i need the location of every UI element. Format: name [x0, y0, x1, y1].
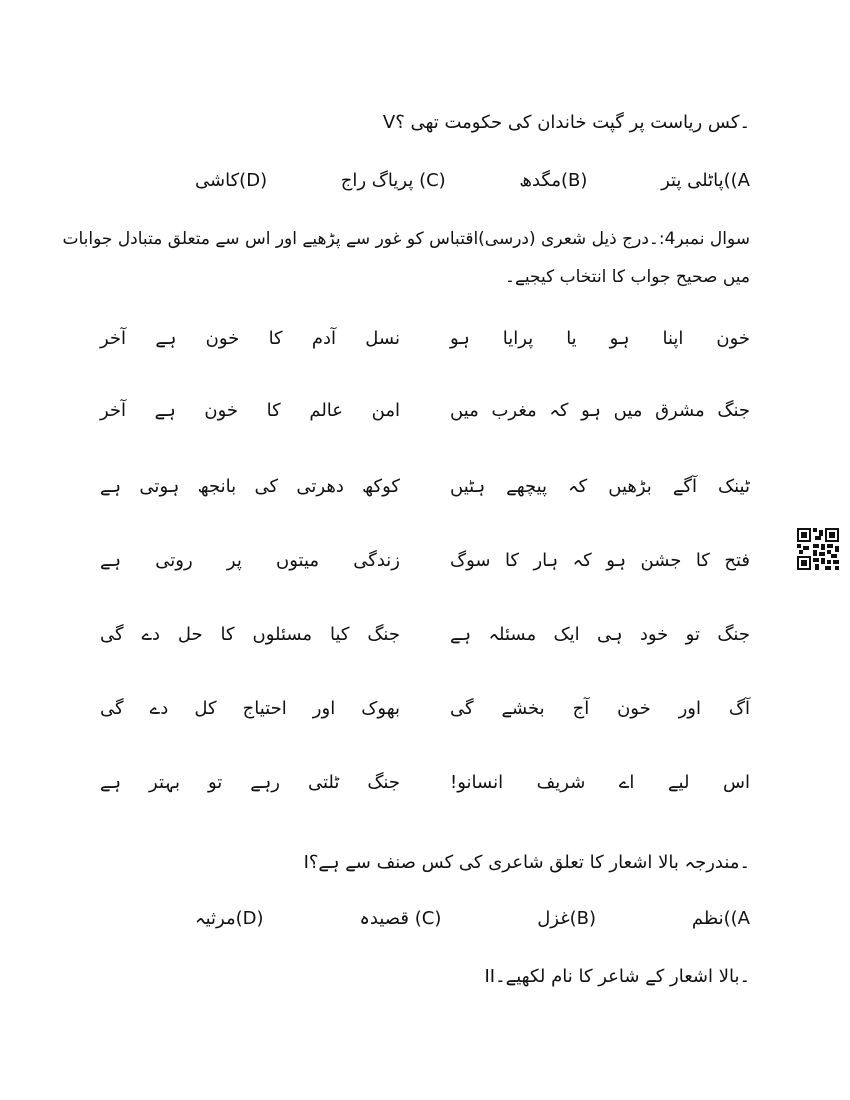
question-v: V۔کس ریاست پر گپت خاندان کی حکومت تھی ؟ — [382, 112, 750, 133]
verse-3-second-misra: کوکھ دھرتی کی بانجھ ہوتی ہے — [100, 476, 400, 497]
section-4-heading: سوال نمبر4:۔درج ذیل شعری (درسی)اقتباس کو غور سے پڑھیے اور اس سے متعلق متبادل جوابات — [62, 229, 750, 249]
verse-6-first-misra: آگ اور خون آج بخشے گی — [450, 698, 750, 719]
option-b: (B)غزل — [537, 908, 597, 929]
verse-1-first-misra: خون اپنا ہو یا پرایا ہو — [450, 328, 750, 349]
verse-2-first-misra: جنگ مشرق میں ہو کہ مغرب میں — [450, 400, 750, 421]
verse-2-second-misra: امن عالم کا خون ہے آخر — [100, 400, 400, 421]
option-c: (C) قصیدہ — [359, 908, 442, 929]
option-c: (C) پریاگ راج — [340, 170, 446, 191]
verse-7 — [100, 772, 750, 802]
verse-3-first-misra: ٹینک آگے بڑھیں کہ پیچھے ہٹیں — [450, 476, 750, 497]
qr-code-icon — [797, 528, 839, 570]
question-i: I۔مندرجہ بالا اشعار کا تعلق شاعری کی کس صنف سے ہے؟ — [303, 852, 750, 873]
option-a: A))نظم — [691, 908, 750, 929]
option-a: A))پاٹلی پتر — [661, 170, 750, 191]
verse-2 — [100, 400, 750, 430]
verse-4 — [100, 550, 750, 580]
verse-7-first-misra: اس لیے اے شریف انسانو! — [450, 772, 750, 793]
verse-5 — [100, 624, 750, 654]
verse-6 — [100, 698, 750, 728]
verse-1-second-misra: نسل آدم کا خون ہے آخر — [100, 328, 400, 349]
option-d: (D)مرثیہ — [195, 908, 264, 929]
verse-7-second-misra: جنگ ٹلتی رہے تو بہتر ہے — [100, 772, 400, 793]
option-d: (D)کاشی — [195, 170, 268, 191]
verse-4-first-misra: فتح کا جشن ہو کہ ہار کا سوگ — [450, 550, 750, 571]
verse-4-second-misra: زندگی میتوں پر روتی ہے — [100, 550, 400, 571]
question-i-options — [195, 908, 750, 934]
option-b: (B)مگدھ — [519, 170, 588, 191]
section-4-heading-cont: میں صحیح جواب کا انتخاب کیجیے۔ — [505, 267, 750, 287]
verse-1 — [100, 328, 750, 358]
verse-3 — [100, 476, 750, 506]
verse-5-first-misra: جنگ تو خود ہی ایک مسئلہ ہے — [450, 624, 750, 645]
question-ii: II۔بالا اشعار کے شاعر کا نام لکھیے۔ — [484, 966, 750, 987]
question-v-options — [195, 170, 750, 196]
verse-6-second-misra: بھوک اور احتیاج کل دے گی — [100, 698, 400, 719]
verse-5-second-misra: جنگ کیا مسئلوں کا حل دے گی — [100, 624, 400, 645]
